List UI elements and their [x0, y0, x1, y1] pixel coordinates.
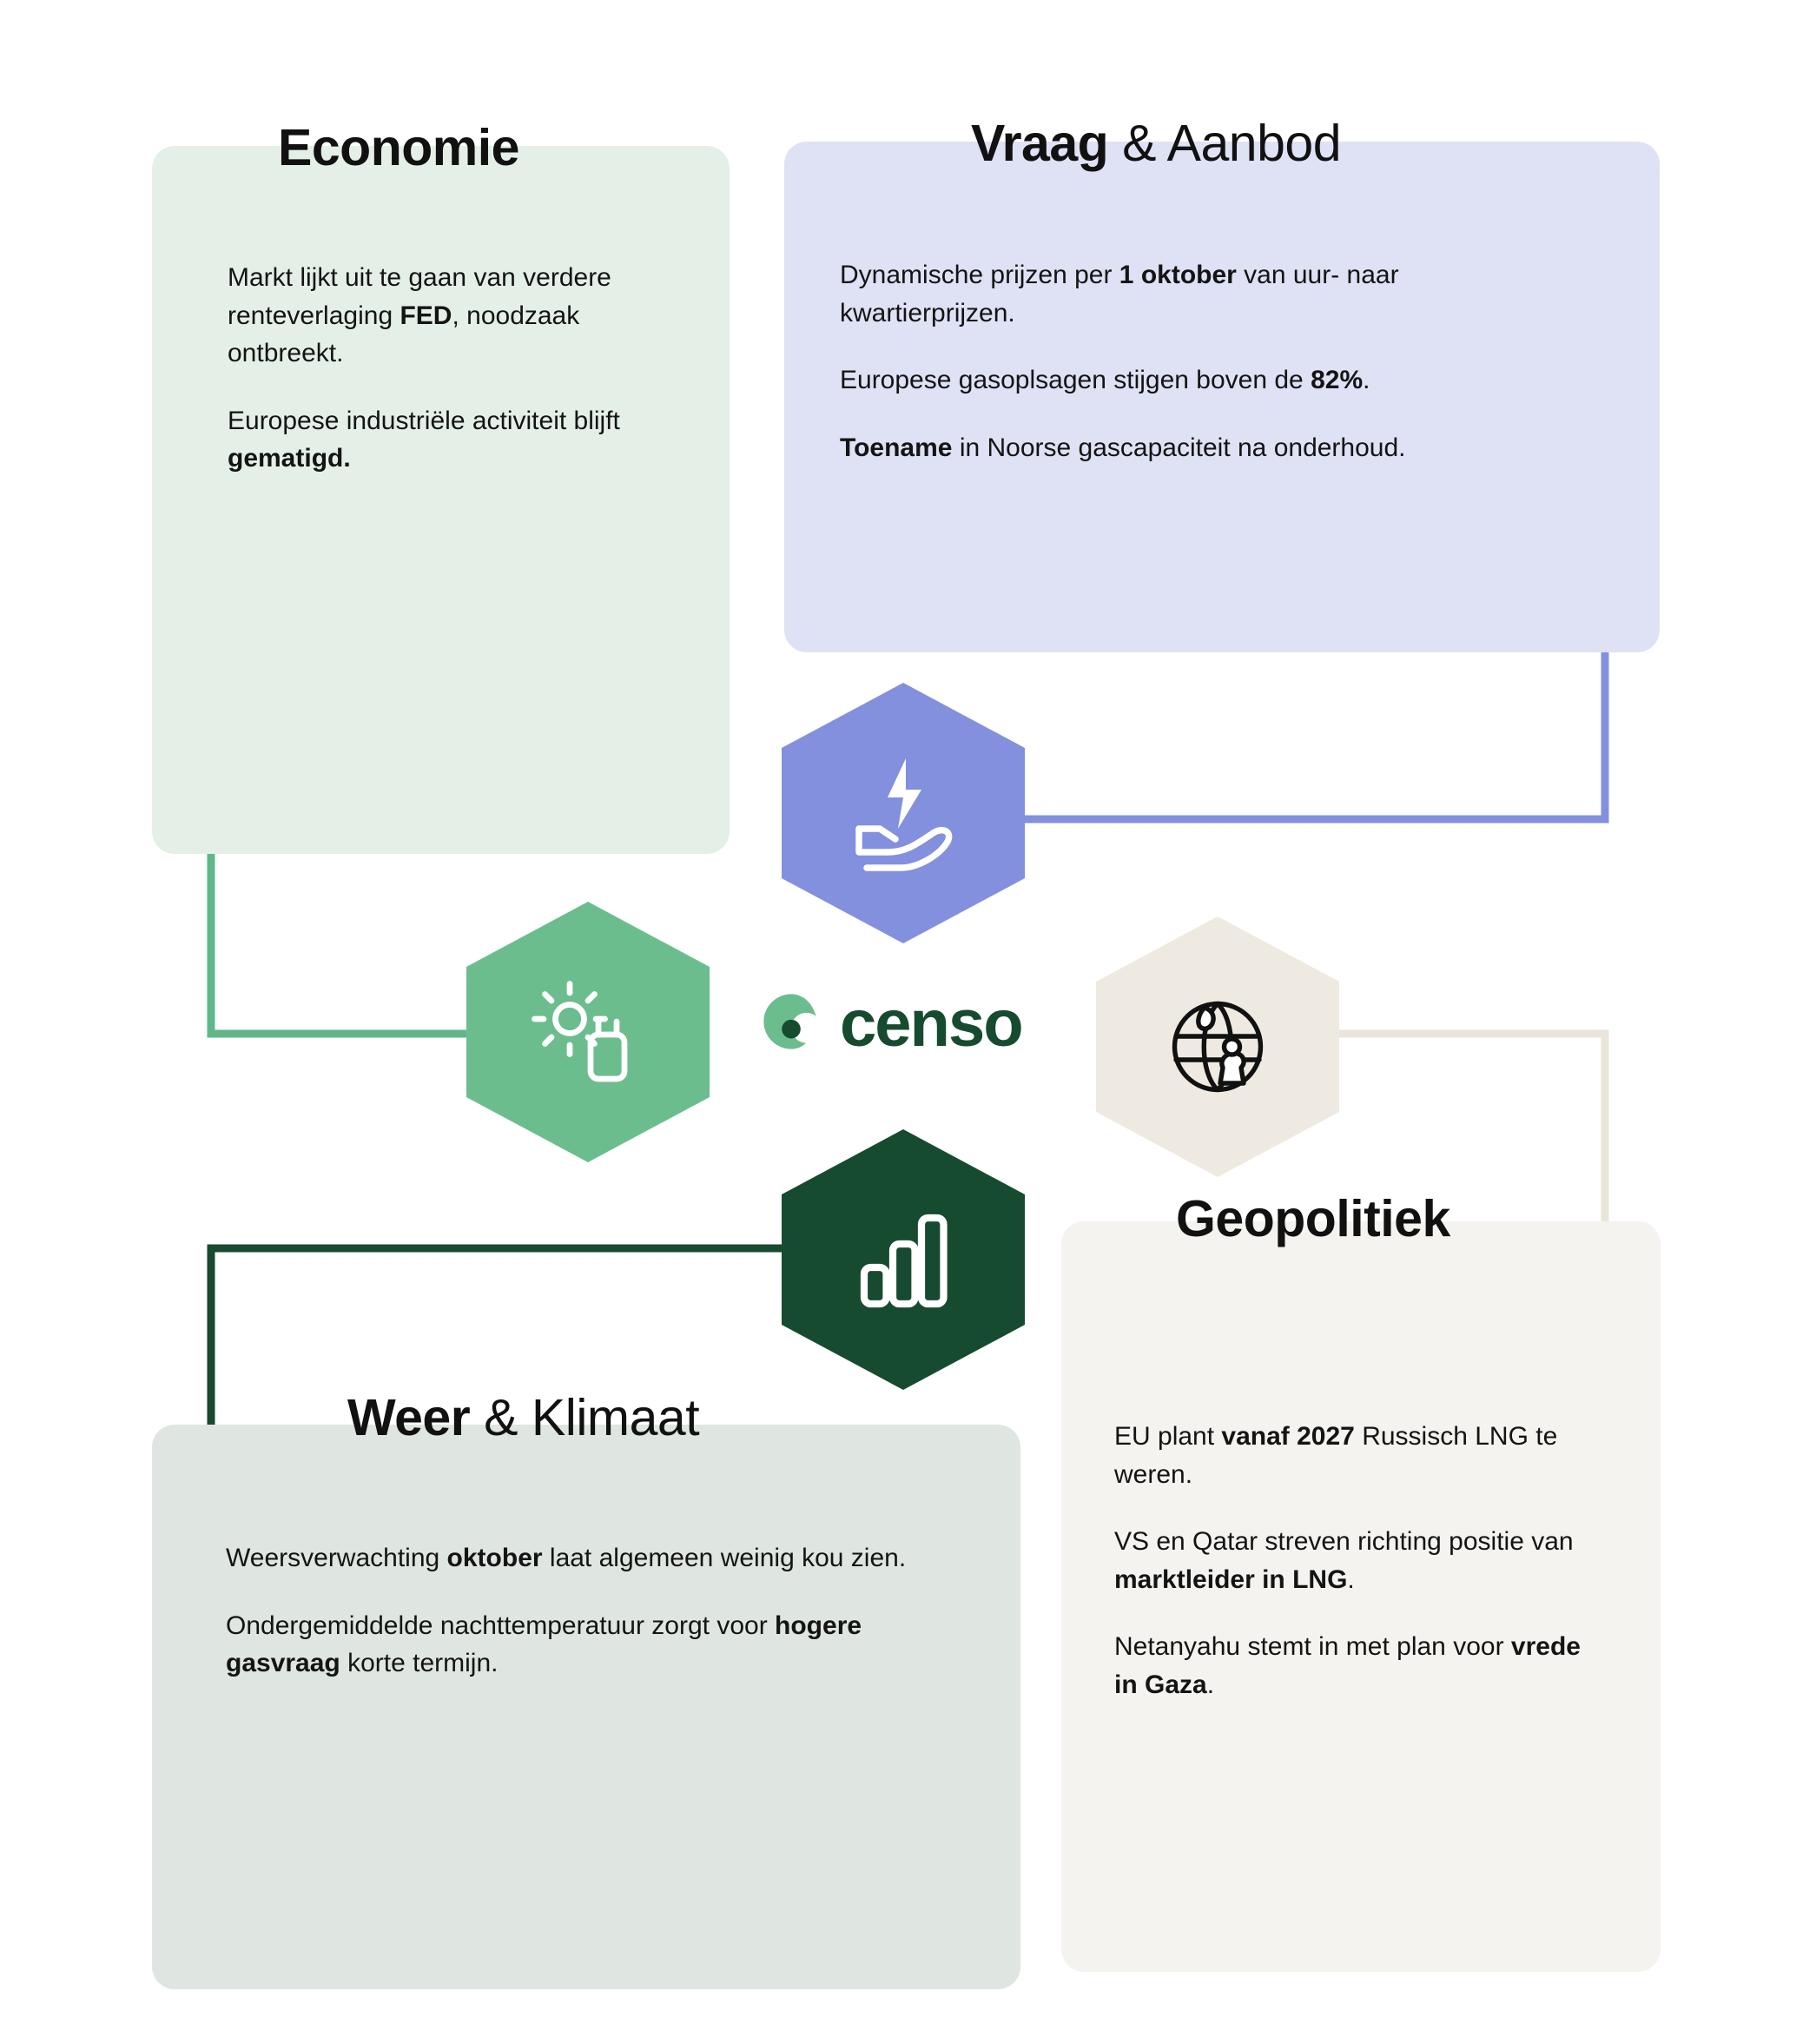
body-weer-klimaat: [226, 1539, 981, 1683]
title-vraag-aanbod: [971, 117, 1341, 171]
title-geopolitiek: Geopolitiek: [1176, 1190, 1450, 1247]
card-economie: [152, 146, 730, 854]
body-economie: [228, 259, 679, 478]
hex-badge-weer-klimaat: [782, 1129, 1025, 1390]
title-vraag-aanbod-bold: Vraag: [971, 115, 1109, 172]
globe-chess-icon: [1152, 982, 1283, 1112]
censo-wordmark: censo: [840, 986, 1022, 1061]
body-vraag-aanbod: [840, 256, 1543, 466]
paragraph: Ondergemiddelde nachttemperatuur zorgt voor hogere gasvraag korte termijn.: [226, 1611, 862, 1677]
card-weer-klimaat: [152, 1425, 1020, 1989]
title-weer-klimaat-bold: Weer: [347, 1389, 471, 1446]
paragraph: EU plant vanaf 2027 Russisch LNG te weren.: [1114, 1422, 1558, 1489]
title-economie: Economie: [278, 119, 519, 176]
sun-plug-icon: [523, 967, 653, 1097]
paragraph: Weersverwachting oktober laat algemeen weinig kou zien.: [226, 1544, 907, 1572]
paragraph: Markt lijkt uit te gaan van verdere renteverlaging FED, noodzaak ontbreekt.: [228, 263, 611, 367]
hand-lightning-icon: [838, 748, 968, 878]
hex-badge-vraag-aanbod: [782, 683, 1025, 943]
censo-logo: [760, 986, 1022, 1061]
paragraph: Toename in Noorse gascapaciteit na onderhoud.: [840, 433, 1406, 462]
title-weer-klimaat-rest: & Klimaat: [470, 1389, 700, 1446]
paragraph: VS en Qatar streven richting positie van marktleider in LNG.: [1114, 1527, 1574, 1594]
paragraph: Dynamische prijzen per 1 oktober van uur- naar kwartierprijzen.: [840, 261, 1399, 327]
title-weer-klimaat: [347, 1389, 700, 1446]
bar-chart-icon: [838, 1194, 968, 1325]
hex-badge-economie: [466, 902, 710, 1162]
paragraph: Europese gasoplsagen stijgen boven de 82%.: [840, 366, 1370, 394]
body-geopolitiek: [1114, 1418, 1605, 1703]
title-vraag-aanbod-rest: & Aanbod: [1108, 115, 1342, 172]
censo-mark-icon: [760, 990, 822, 1057]
paragraph: Netanyahu stemt in met plan voor vrede in Gaza.: [1114, 1632, 1581, 1699]
paragraph: Europese industriële activiteit blijft gematigd.: [228, 406, 620, 473]
hex-badge-geopolitiek: [1096, 916, 1339, 1177]
